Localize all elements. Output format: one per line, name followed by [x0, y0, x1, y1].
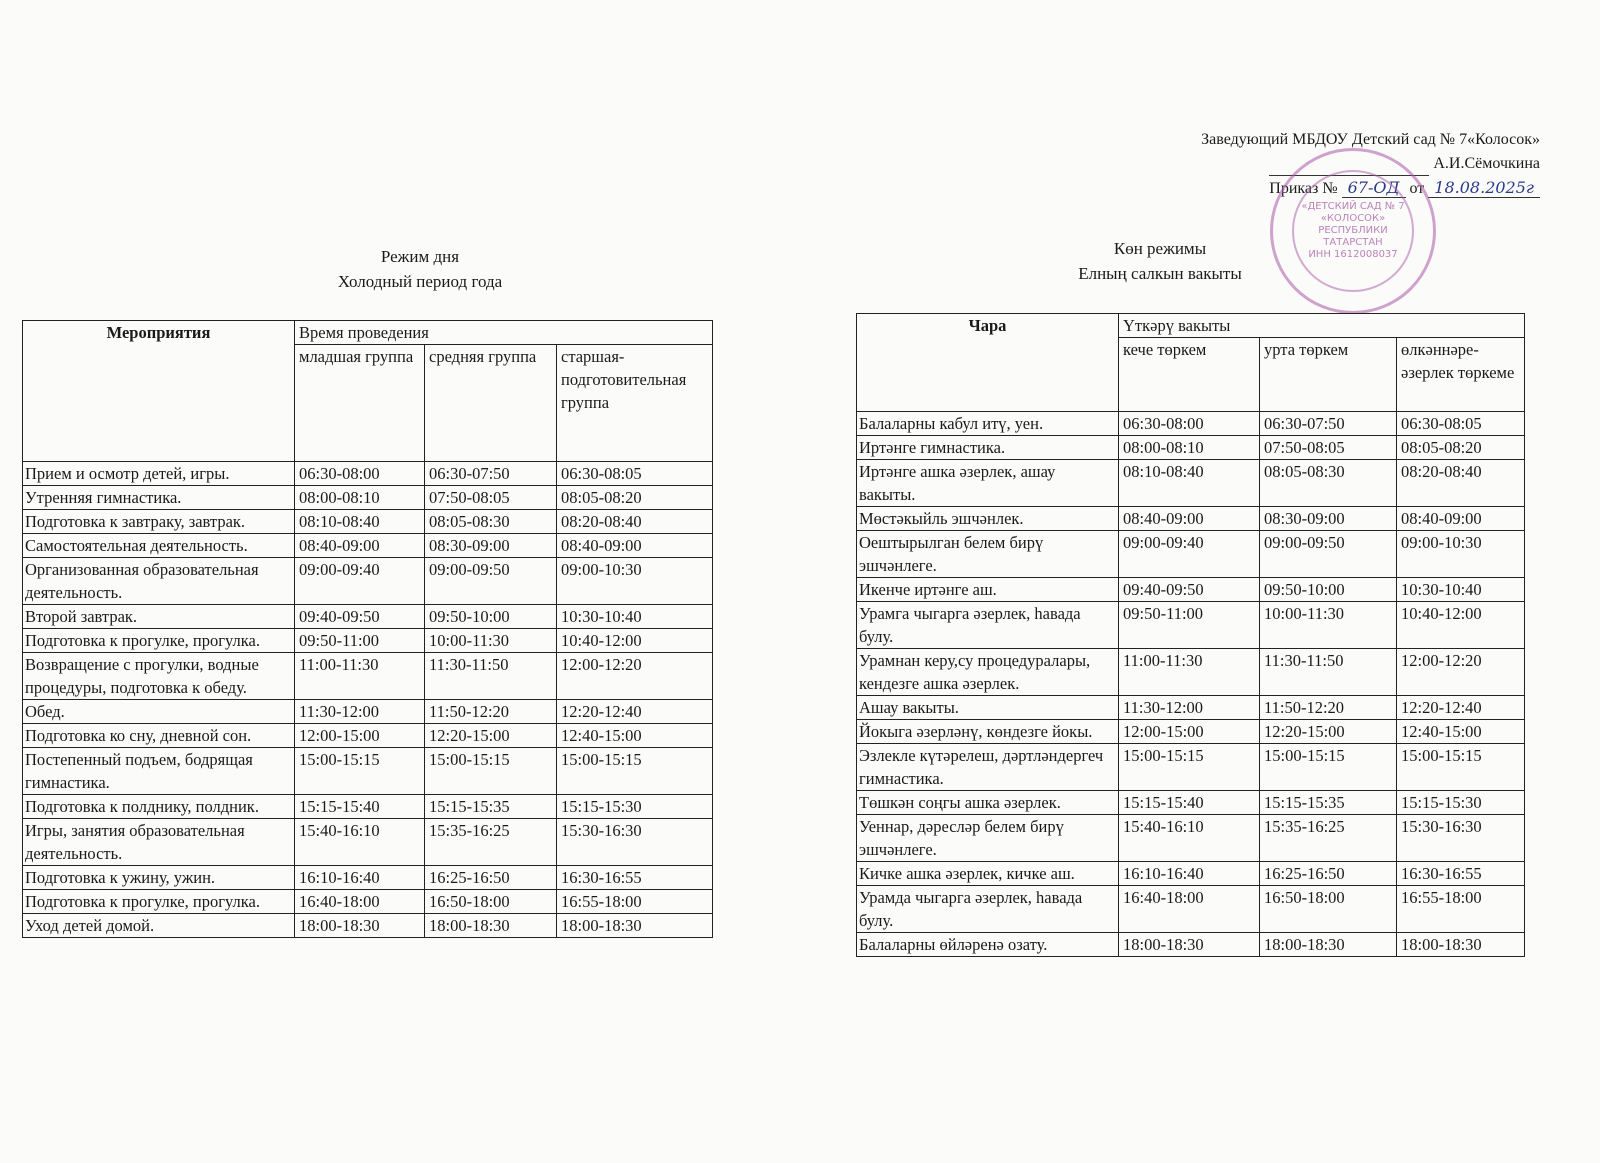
time-cell-junior: 12:00-15:00 [295, 724, 425, 748]
time-cell-middle: 15:15-15:35 [1260, 791, 1397, 815]
tt-table-body [857, 412, 1525, 957]
time-cell-junior: 15:15-15:40 [295, 795, 425, 819]
table-row [857, 412, 1525, 436]
time-cell-junior: 15:15-15:40 [1119, 791, 1260, 815]
activity-cell: Оештырылган белем бирү эшчәнлеге. [857, 531, 1119, 578]
time-cell-senior: 18:00-18:30 [1397, 933, 1525, 957]
time-cell-middle: 15:35-16:25 [1260, 815, 1397, 862]
activity-cell: Самостоятельная деятельность. [23, 534, 295, 558]
time-cell-senior: 06:30-08:05 [1397, 412, 1525, 436]
time-cell-junior: 09:50-11:00 [1119, 602, 1260, 649]
order-label: Приказ № [1269, 180, 1338, 197]
time-cell-senior: 12:00-12:20 [1397, 649, 1525, 696]
ru-title-block [260, 244, 580, 294]
director-name: А.И.Сёмочкина [1433, 155, 1540, 172]
activity-cell: Подготовка ко сну, дневной сон. [23, 724, 295, 748]
tt-subtitle: Елның салкын вакыты [1078, 264, 1242, 283]
table-row [23, 558, 713, 605]
order-number: 67-ОД [1342, 178, 1406, 198]
time-cell-senior: 10:30-10:40 [557, 605, 713, 629]
time-cell-junior: 08:00-08:10 [295, 486, 425, 510]
activity-cell: Подготовка к завтраку, завтрак. [23, 510, 295, 534]
tt-title-block [1010, 236, 1310, 286]
time-cell-middle: 12:20-15:00 [1260, 720, 1397, 744]
time-cell-senior: 12:40-15:00 [1397, 720, 1525, 744]
table-row [23, 819, 713, 866]
activity-cell: Утренняя гимнастика. [23, 486, 295, 510]
table-row [857, 886, 1525, 933]
time-cell-junior: 15:00-15:15 [1119, 744, 1260, 791]
table-row [23, 462, 713, 486]
tt-title: Көн режимы [1113, 239, 1207, 258]
activity-cell: Постепенный подъем, бодрящая гимнастика. [23, 748, 295, 795]
table-row [857, 602, 1525, 649]
activity-cell: Балаларны кабул итү, уен. [857, 412, 1119, 436]
time-cell-senior: 18:00-18:30 [557, 914, 713, 938]
table-row [23, 653, 713, 700]
time-cell-middle: 18:00-18:30 [425, 914, 557, 938]
table-row [23, 534, 713, 558]
activity-cell: Балаларны өйләренә озату. [857, 933, 1119, 957]
time-cell-senior: 15:15-15:30 [557, 795, 713, 819]
time-cell-junior: 15:40-16:10 [295, 819, 425, 866]
table-row [23, 866, 713, 890]
table-row [857, 436, 1525, 460]
ru-table-body [23, 462, 713, 938]
ru-title: Режим дня [380, 247, 460, 266]
time-cell-middle: 15:00-15:15 [1260, 744, 1397, 791]
time-cell-junior: 06:30-08:00 [1119, 412, 1260, 436]
time-cell-junior: 08:10-08:40 [1119, 460, 1260, 507]
tt-col-time: Үткәрү вакыты [1119, 314, 1525, 338]
tt-group-junior: кече төркем [1119, 338, 1260, 412]
time-cell-middle: 09:00-09:50 [1260, 531, 1397, 578]
time-cell-middle: 08:30-09:00 [425, 534, 557, 558]
time-cell-middle: 06:30-07:50 [1260, 412, 1397, 436]
time-cell-senior: 15:30-16:30 [1397, 815, 1525, 862]
time-cell-senior: 15:00-15:15 [1397, 744, 1525, 791]
time-cell-junior: 16:40-18:00 [1119, 886, 1260, 933]
time-cell-middle: 06:30-07:50 [425, 462, 557, 486]
time-cell-junior: 08:10-08:40 [295, 510, 425, 534]
activity-cell: Подготовка к прогулке, прогулка. [23, 629, 295, 653]
time-cell-middle: 08:30-09:00 [1260, 507, 1397, 531]
activity-cell: Прием и осмотр детей, игры. [23, 462, 295, 486]
time-cell-middle: 10:00-11:30 [425, 629, 557, 653]
stamp-line: «КОЛОСОК» [1320, 213, 1386, 224]
time-cell-middle: 11:50-12:20 [1260, 696, 1397, 720]
table-row [857, 531, 1525, 578]
time-cell-senior: 08:40-09:00 [557, 534, 713, 558]
tt-header-row [857, 314, 1525, 338]
activity-cell: Организованная образовательная деятельность. [23, 558, 295, 605]
activity-cell: Икенче иртәнге аш. [857, 578, 1119, 602]
time-cell-junior: 11:00-11:30 [1119, 649, 1260, 696]
ru-subtitle: Холодный период года [337, 272, 503, 291]
time-cell-senior: 10:40-12:00 [557, 629, 713, 653]
table-row [23, 605, 713, 629]
table-row [23, 890, 713, 914]
table-row [857, 933, 1525, 957]
activity-cell: Игры, занятия образовательная деятельность. [23, 819, 295, 866]
time-cell-junior: 09:40-09:50 [295, 605, 425, 629]
table-row [23, 700, 713, 724]
table-row [23, 510, 713, 534]
time-cell-senior: 08:40-09:00 [1397, 507, 1525, 531]
table-row [23, 748, 713, 795]
table-row [857, 862, 1525, 886]
ru-group-senior: старшая-подготовительная группа [557, 345, 713, 462]
table-row [23, 486, 713, 510]
stamp-inner [1292, 170, 1414, 292]
time-cell-senior: 15:15-15:30 [1397, 791, 1525, 815]
activity-cell: Мөстәкыйль эшчәнлек. [857, 507, 1119, 531]
time-cell-senior: 16:55-18:00 [1397, 886, 1525, 933]
ru-col-activity: Мероприятия [23, 321, 295, 462]
stamp-line: РЕСПУБЛИКИ ТАТАРСТАН [1318, 225, 1388, 248]
time-cell-junior: 15:40-16:10 [1119, 815, 1260, 862]
activity-cell: Подготовка к прогулке, прогулка. [23, 890, 295, 914]
time-cell-middle: 11:50-12:20 [425, 700, 557, 724]
time-cell-senior: 12:20-12:40 [1397, 696, 1525, 720]
time-cell-junior: 09:40-09:50 [1119, 578, 1260, 602]
time-cell-senior: 08:20-08:40 [1397, 460, 1525, 507]
tt-schedule-table [856, 313, 1525, 957]
time-cell-senior: 15:30-16:30 [557, 819, 713, 866]
time-cell-junior: 09:50-11:00 [295, 629, 425, 653]
table-row [857, 744, 1525, 791]
time-cell-middle: 16:25-16:50 [1260, 862, 1397, 886]
time-cell-middle: 07:50-08:05 [1260, 436, 1397, 460]
activity-cell: Подготовка к полднику, полдник. [23, 795, 295, 819]
time-cell-middle: 09:50-10:00 [1260, 578, 1397, 602]
activity-cell: Уход детей домой. [23, 914, 295, 938]
approval-head-line: Заведующий МБДОУ Детский сад № 7«Колосок» [1201, 131, 1540, 148]
ru-header-row [23, 321, 713, 345]
table-row [857, 696, 1525, 720]
time-cell-senior: 16:30-16:55 [1397, 862, 1525, 886]
time-cell-senior: 08:05-08:20 [557, 486, 713, 510]
time-cell-junior: 09:00-09:40 [295, 558, 425, 605]
time-cell-middle: 15:35-16:25 [425, 819, 557, 866]
time-cell-middle: 15:00-15:15 [425, 748, 557, 795]
activity-cell: Төшкән соңгы ашка әзерлек. [857, 791, 1119, 815]
time-cell-middle: 16:50-18:00 [1260, 886, 1397, 933]
table-row [857, 815, 1525, 862]
time-cell-senior: 10:30-10:40 [1397, 578, 1525, 602]
time-cell-senior: 12:40-15:00 [557, 724, 713, 748]
activity-cell: Эзлекле күтәрелеш, дәртләндергеч гимнастика. [857, 744, 1119, 791]
table-row [23, 724, 713, 748]
activity-cell: Урамда чыгарга әзерлек, һавада булу. [857, 886, 1119, 933]
table-row [857, 578, 1525, 602]
tt-group-middle: урта төркем [1260, 338, 1397, 412]
activity-cell: Иртәнге гимнастика. [857, 436, 1119, 460]
time-cell-junior: 18:00-18:30 [1119, 933, 1260, 957]
time-cell-senior: 15:00-15:15 [557, 748, 713, 795]
approval-signature-line [1040, 152, 1540, 176]
activity-cell: Йокыга әзерләнү, көндезге йокы. [857, 720, 1119, 744]
activity-cell: Урамнан керу,су процедуралары, кендезге ашка әзерлек. [857, 649, 1119, 696]
time-cell-junior: 16:10-16:40 [1119, 862, 1260, 886]
time-cell-senior: 12:20-12:40 [557, 700, 713, 724]
time-cell-junior: 09:00-09:40 [1119, 531, 1260, 578]
ru-group-middle: средняя группа [425, 345, 557, 462]
table-row [857, 649, 1525, 696]
table-row [23, 629, 713, 653]
activity-cell: Возвращение с прогулки, водные процедуры, подготовка к обеду. [23, 653, 295, 700]
time-cell-middle: 10:00-11:30 [1260, 602, 1397, 649]
time-cell-middle: 08:05-08:30 [1260, 460, 1397, 507]
time-cell-senior: 10:40-12:00 [1397, 602, 1525, 649]
time-cell-senior: 12:00-12:20 [557, 653, 713, 700]
ru-col-time: Время проведения [295, 321, 713, 345]
time-cell-senior: 09:00-10:30 [1397, 531, 1525, 578]
time-cell-middle: 15:15-15:35 [425, 795, 557, 819]
time-cell-junior: 16:40-18:00 [295, 890, 425, 914]
time-cell-junior: 11:00-11:30 [295, 653, 425, 700]
stamp-line: «ДЕТСКИЙ САД № 7 [1301, 201, 1405, 212]
time-cell-senior: 16:30-16:55 [557, 866, 713, 890]
ru-group-junior: младшая группа [295, 345, 425, 462]
time-cell-middle: 18:00-18:30 [1260, 933, 1397, 957]
activity-cell: Уеннар, дәресләр белем бирү эшчәнлеге. [857, 815, 1119, 862]
activity-cell: Урамга чыгарга әзерлек, һавада булу. [857, 602, 1119, 649]
time-cell-middle: 11:30-11:50 [425, 653, 557, 700]
time-cell-junior: 06:30-08:00 [295, 462, 425, 486]
time-cell-junior: 08:40-09:00 [295, 534, 425, 558]
time-cell-middle: 09:50-10:00 [425, 605, 557, 629]
time-cell-junior: 12:00-15:00 [1119, 720, 1260, 744]
table-row [857, 460, 1525, 507]
time-cell-middle: 08:05-08:30 [425, 510, 557, 534]
time-cell-senior: 08:05-08:20 [1397, 436, 1525, 460]
tt-col-activity: Чара [857, 314, 1119, 412]
time-cell-junior: 16:10-16:40 [295, 866, 425, 890]
table-row [23, 914, 713, 938]
activity-cell: Ашау вакыты. [857, 696, 1119, 720]
activity-cell: Второй завтрак. [23, 605, 295, 629]
time-cell-junior: 08:00-08:10 [1119, 436, 1260, 460]
time-cell-junior: 11:30-12:00 [295, 700, 425, 724]
time-cell-middle: 07:50-08:05 [425, 486, 557, 510]
activity-cell: Иртәнге ашка әзерлек, ашау вакыты. [857, 460, 1119, 507]
time-cell-middle: 16:50-18:00 [425, 890, 557, 914]
time-cell-junior: 18:00-18:30 [295, 914, 425, 938]
time-cell-middle: 09:00-09:50 [425, 558, 557, 605]
official-stamp [1270, 148, 1436, 314]
table-row [857, 720, 1525, 744]
time-cell-junior: 15:00-15:15 [295, 748, 425, 795]
order-date: 18.08.2025г [1428, 178, 1540, 198]
table-row [857, 507, 1525, 531]
activity-cell: Кичке ашка әзерлек, кичке аш. [857, 862, 1119, 886]
time-cell-senior: 16:55-18:00 [557, 890, 713, 914]
activity-cell: Обед. [23, 700, 295, 724]
time-cell-senior: 06:30-08:05 [557, 462, 713, 486]
table-row [857, 791, 1525, 815]
time-cell-middle: 11:30-11:50 [1260, 649, 1397, 696]
time-cell-middle: 16:25-16:50 [425, 866, 557, 890]
activity-cell: Подготовка к ужину, ужин. [23, 866, 295, 890]
ru-schedule-table [22, 320, 713, 938]
time-cell-middle: 12:20-15:00 [425, 724, 557, 748]
time-cell-junior: 08:40-09:00 [1119, 507, 1260, 531]
table-row [23, 795, 713, 819]
order-from: от [1409, 180, 1425, 197]
time-cell-junior: 11:30-12:00 [1119, 696, 1260, 720]
time-cell-senior: 09:00-10:30 [557, 558, 713, 605]
tt-group-senior: өлкәннәре-әзерлек төркеме [1397, 338, 1525, 412]
stamp-line: ИНН 1612008037 [1308, 249, 1398, 260]
time-cell-senior: 08:20-08:40 [557, 510, 713, 534]
